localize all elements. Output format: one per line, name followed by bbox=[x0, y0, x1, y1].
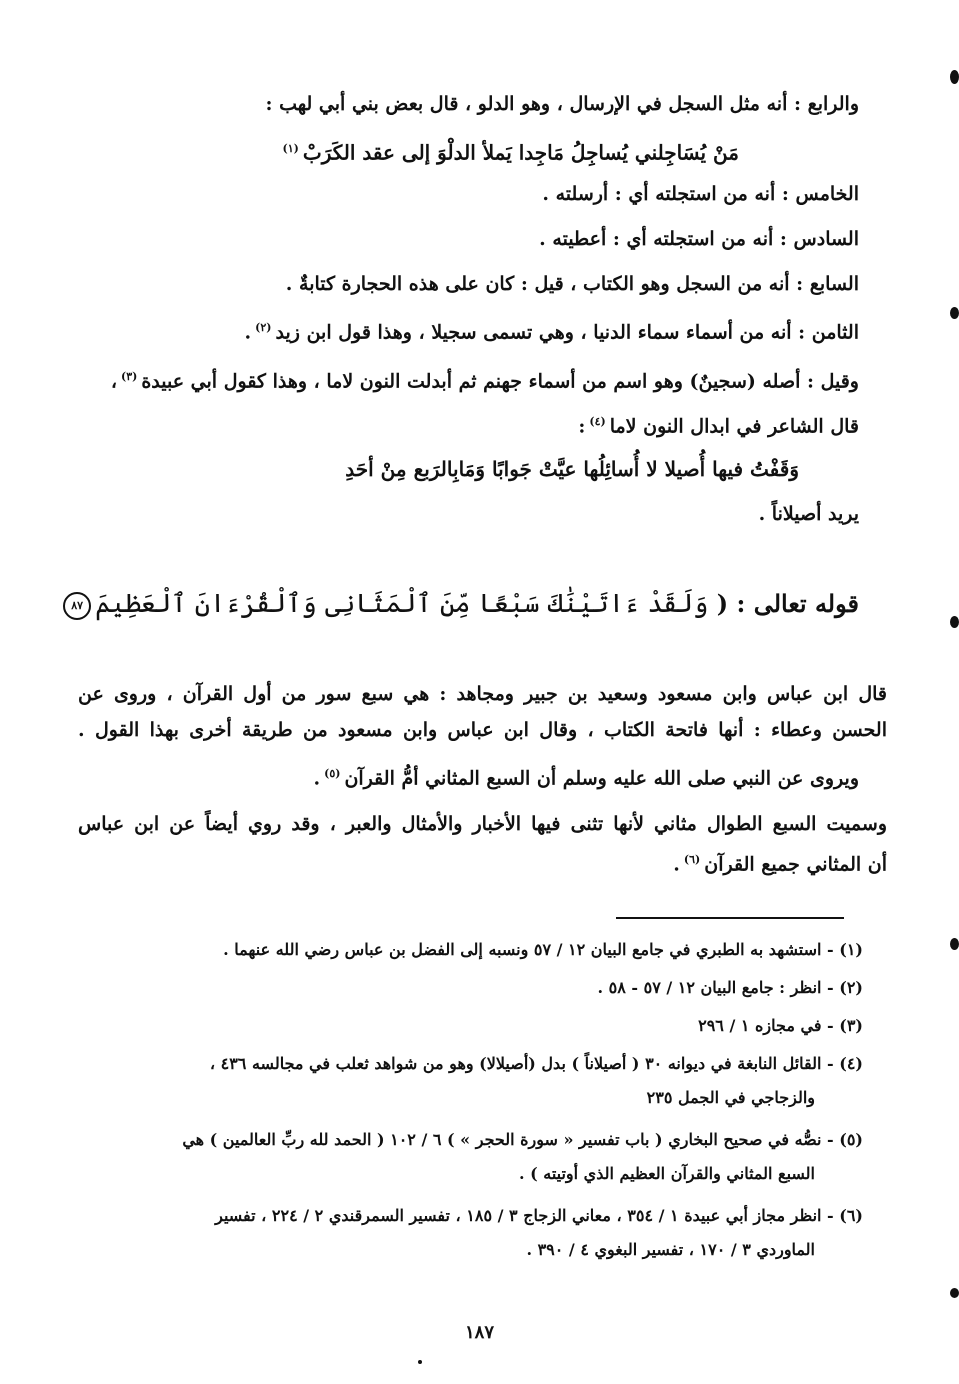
paragraph-text: ويروى عن النبي صلى الله عليه وسلم أن السبع المثاني أمُّ القرآن bbox=[344, 767, 859, 790]
page-number: ١٨٧ bbox=[464, 1322, 494, 1343]
paragraph-seventh: السابع : أنه من السجل وهو الكتاب ، قيل : كان على هذه الحجارة كتابةٌ . bbox=[285, 273, 859, 295]
punctuation: . bbox=[244, 321, 252, 344]
paragraph-text: قال الشاعر في ابدال النون لاما bbox=[609, 415, 859, 438]
paragraph-eighth bbox=[245, 314, 859, 346]
footnote-ref: (٤) bbox=[589, 415, 606, 428]
paragraph-poet bbox=[578, 408, 859, 440]
paragraph-text: وقيل : أصله (سجينٌ) وهو اسم من أسماء جهنم ثم أبدلت النون لاما ، وهذا كقول أبي عبيدة bbox=[141, 370, 859, 393]
footnote-6-continued: الماوردي ٣ / ١٧٠ ، تفسير البغوي ٤ / ٣٩٠ . bbox=[526, 1240, 815, 1259]
poem-verse-2: وَقَفْتُ فيها أُصيلا لا أُسائِلُها عيَّتْ جَوابًا وَمَابِالرَبع مِنْ أحَدِ bbox=[345, 457, 799, 481]
paragraph-alternative bbox=[111, 363, 859, 395]
footnote-4-continued: والزجاجي في الجمل ٢٣٥ bbox=[646, 1088, 815, 1107]
footnote-1: (١) - استشهد به الطبري في جامع البيان ١٢ / ٥٧ ونسبه إلى الفضل بن عباس رضي الله عنهما . bbox=[223, 940, 863, 959]
footnote-divider bbox=[616, 917, 844, 919]
footnote-6: (٦) - انظر مجاز أبي عبيدة ١ / ٣٥٤ ، معاني الزجاج ٣ / ١٨٥ ، تفسير السمرقندي ٢ / ٢٢٤ ، تفسير bbox=[215, 1206, 863, 1225]
footnote-5: (٥) - نصُّه في صحيح البخاري ( باب تفسير « سورة الحجر » ) ٦ / ١٠٢ ( الحمد لله ربِّ العالمين ) هي bbox=[182, 1130, 863, 1149]
quran-verse: وَلَقَدْ ءَاتَيْنَٰكَ سَبْعًا مِّنَ ٱلْمَثَانِى وَٱلْقُرْءَانَ ٱلْعَظِيمَ bbox=[95, 589, 709, 619]
commentary-line-5 bbox=[673, 846, 887, 878]
footnote-ref: (٣) bbox=[120, 370, 138, 383]
scan-dot bbox=[418, 1360, 422, 1364]
footnote-ref: (٥) bbox=[324, 767, 341, 780]
verse-heading bbox=[63, 584, 859, 624]
footnote-ref: (٦) bbox=[683, 853, 701, 866]
commentary-line-1: قال ابن عباس وابن مسعود وسعيد بن جبير ومجاهد : هي سبع سور من أول القرآن ، وروى عن bbox=[78, 683, 887, 705]
punctuation: ، bbox=[110, 370, 117, 393]
scan-mark bbox=[950, 1288, 959, 1298]
paragraph-text: الثامن : أنه من أسماء سماء الدنيا ، وهي تسمى سجيلا ، وهذا قول ابن زيد bbox=[275, 321, 859, 344]
punctuation: . bbox=[673, 853, 680, 876]
paragraph-sixth: السادس : أنه من استجلته أي : أعطيته . bbox=[539, 228, 859, 250]
footnote-4: (٤) - القائل النابغة في ديوانه ٣٠ ( أصيلاناً ) بدل (أصيلالا) وهو من شواهد ثعلب في مجالسه ٤٣٦ ، bbox=[209, 1054, 863, 1073]
footnote-5-continued: السبع المثاني والقرآن العظيم الذي أوتيته ) . bbox=[518, 1164, 815, 1183]
footnote-ref: (١) bbox=[282, 142, 299, 155]
footnote-3: (٣) - في مجازه ١ / ٢٩٦ bbox=[698, 1016, 863, 1035]
scan-mark bbox=[950, 616, 959, 628]
scan-mark bbox=[950, 70, 959, 84]
paragraph-fifth: الخامس : أنه من استجلته أي : أرسلته . bbox=[542, 183, 859, 205]
commentary-line-3 bbox=[313, 760, 859, 792]
punctuation: : bbox=[578, 415, 586, 438]
paragraph-fourth: والرابع : أنه مثل السجل في الإرسال ، وهو الدلو ، قال بعض بني أبي لهب : bbox=[265, 93, 859, 115]
paragraph-meaning: يريد أصيلاناً . bbox=[758, 503, 859, 525]
punctuation: . bbox=[313, 767, 321, 790]
verse-label: قوله تعالى : bbox=[736, 589, 859, 618]
scan-mark bbox=[950, 938, 959, 950]
poem-verse-1 bbox=[279, 135, 740, 167]
footnote-ref: (٢) bbox=[255, 321, 272, 334]
footnote-2: (٢) - انظر : جامع البيان ١٢ / ٥٧ - ٥٨ . bbox=[597, 978, 863, 997]
paragraph-text: أن المثاني جميع القرآن bbox=[704, 853, 887, 876]
verse-open-paren: ( bbox=[716, 589, 729, 618]
ayah-number-marker: ٨٧ bbox=[63, 592, 91, 620]
scan-mark bbox=[950, 307, 959, 319]
poem-verse-text: مَنْ يُسَاجِلني يُساجِلُ مَاجِدا يَملأ الدلْوَ إلى عقد الكَرَبْ bbox=[302, 140, 739, 165]
commentary-line-4: وسميت السبع الطوال مثاني لأنها تثنى فيها الأخبار والأمثال والعبر ، وقد روي أيضاً عن ابن عباس bbox=[78, 813, 887, 835]
commentary-line-2: الحسن وعطاء : أنها فاتحة الكتاب ، وقال ابن عباس وابن مسعود من طريقة أخرى بهذا القول . bbox=[78, 719, 887, 741]
